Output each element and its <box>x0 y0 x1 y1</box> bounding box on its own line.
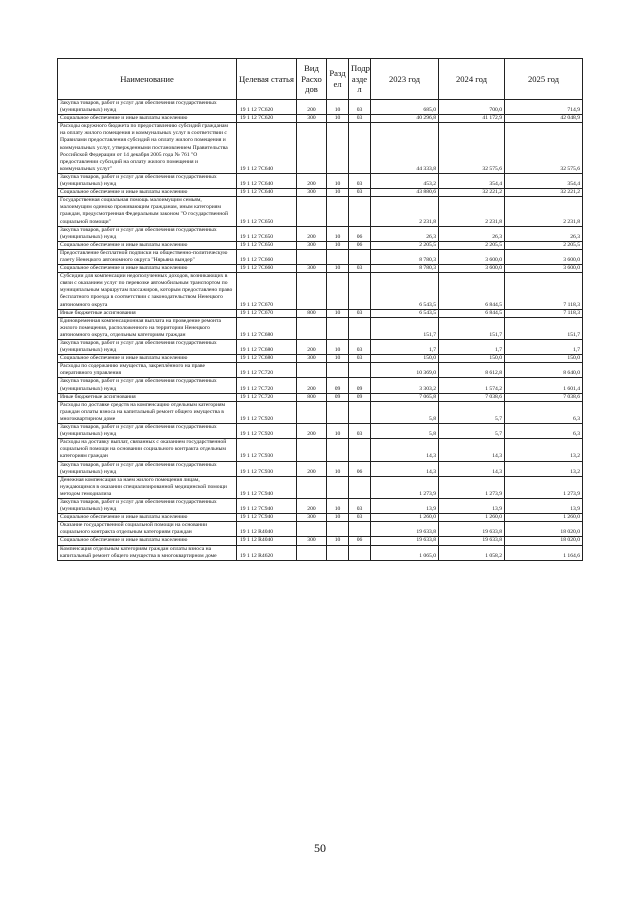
cell-year-2024: 2 205,5 <box>439 241 505 249</box>
cell-year-2024: 150,0 <box>439 355 505 363</box>
cell-name: Компенсация отдельным категориям граждан оплаты взноса на капитальный ремонт общего имущества в многоквартирном доме <box>58 545 237 560</box>
cell-year-2025: 714,9 <box>505 100 583 115</box>
cell-section: 10 <box>327 340 349 355</box>
cell-year-2025: 7 118,3 <box>505 273 583 309</box>
cell-year-2025: 1 601,4 <box>505 378 583 393</box>
cell-section: 10 <box>327 309 349 317</box>
cell-year-2024: 700,0 <box>439 100 505 115</box>
cell-year-2025: 18 020,0 <box>505 537 583 545</box>
cell-target-article: 19 1 12 7С640 <box>237 173 297 188</box>
cell-year-2025: 32 575,6 <box>505 123 583 174</box>
table-row <box>58 173 583 188</box>
cell-year-2023: 44 333,8 <box>371 123 439 174</box>
cell-year-2024: 14,3 <box>439 439 505 461</box>
cell-year-2024: 1 058,2 <box>439 545 505 560</box>
cell-expense-kind <box>297 197 327 226</box>
cell-year-2024: 3 600,0 <box>439 249 505 264</box>
cell-year-2023: 19 633,8 <box>371 522 439 537</box>
cell-expense-kind <box>297 123 327 174</box>
cell-year-2025: 1,7 <box>505 340 583 355</box>
cell-target-article: 19 1 12 7С920 <box>237 401 297 423</box>
cell-target-article: 19 1 12 7С670 <box>237 273 297 309</box>
cell-expense-kind: 300 <box>297 189 327 197</box>
cell-expense-kind <box>297 363 327 378</box>
cell-year-2023: 6 543,5 <box>371 309 439 317</box>
table-row <box>58 189 583 197</box>
cell-year-2025: 6,3 <box>505 401 583 423</box>
cell-year-2025: 1 273,9 <box>505 476 583 498</box>
cell-year-2024: 7 038,6 <box>439 393 505 401</box>
cell-expense-kind: 200 <box>297 498 327 513</box>
cell-section: 10 <box>327 115 349 123</box>
table-row <box>58 514 583 522</box>
cell-target-article: 19 1 12 7С660 <box>237 249 297 264</box>
cell-name: Социальное обеспечение и иные выплаты населению <box>58 514 237 522</box>
cell-section <box>327 476 349 498</box>
cell-subsection: 03 <box>349 340 371 355</box>
cell-year-2024: 19 633,8 <box>439 537 505 545</box>
cell-subsection <box>349 363 371 378</box>
cell-year-2024: 1,7 <box>439 340 505 355</box>
cell-name: Расходы по содержанию имущества, закреплённого на праве оперативного управления <box>58 363 237 378</box>
cell-year-2024: 354,4 <box>439 173 505 188</box>
cell-expense-kind: 300 <box>297 115 327 123</box>
cell-expense-kind: 200 <box>297 461 327 476</box>
cell-expense-kind: 300 <box>297 241 327 249</box>
cell-year-2025: 32 221,2 <box>505 189 583 197</box>
cell-year-2023: 5,8 <box>371 424 439 439</box>
cell-target-article: 19 1 12 7С930 <box>237 439 297 461</box>
cell-section <box>327 522 349 537</box>
cell-year-2024: 5,7 <box>439 424 505 439</box>
cell-target-article: 19 1 12 7С650 <box>237 241 297 249</box>
table-row <box>58 498 583 513</box>
cell-year-2025: 3 600,0 <box>505 265 583 273</box>
cell-section: 10 <box>327 173 349 188</box>
cell-year-2023: 2 205,5 <box>371 241 439 249</box>
cell-year-2023: 8 780,3 <box>371 265 439 273</box>
cell-target-article: 19 1 12 7С720 <box>237 393 297 401</box>
cell-year-2023: 40 296,8 <box>371 115 439 123</box>
cell-subsection: 03 <box>349 309 371 317</box>
cell-year-2024: 1 273,9 <box>439 476 505 498</box>
cell-name: Закупка товаров, работ и услуг для обеспечения государственных (муниципальных) нужд <box>58 498 237 513</box>
table-row <box>58 401 583 423</box>
table-row <box>58 317 583 339</box>
cell-name: Субсидии для компенсации недополученных доходов, возникающих в связи с оказанием услуг по перевозке автомобильным транспортом по муниципальным маршрутам пассажиров, которым предоставлено право бесплатного проезда в соответствии с законодательством Ненецкого автономного округа <box>58 273 237 309</box>
cell-year-2023: 150,0 <box>371 355 439 363</box>
cell-year-2025: 7 038,6 <box>505 393 583 401</box>
cell-target-article: 19 1 12 R4040 <box>237 522 297 537</box>
cell-name: Оказание государственной социальной помощи на основании социального контракта отдельным категориям граждан <box>58 522 237 537</box>
cell-name: Закупка товаров, работ и услуг для обеспечения государственных (муниципальных) нужд <box>58 378 237 393</box>
cell-subsection: 06 <box>349 241 371 249</box>
cell-name: Государственная социальная помощь малоимущим семьям, малоимущим одиноко проживающим гражданам, иным категориям граждан, предусмотренная Федеральным законом "О государственной социальной помощи" <box>58 197 237 226</box>
cell-year-2023: 26,3 <box>371 226 439 241</box>
cell-section <box>327 317 349 339</box>
cell-target-article: 19 1 12 7С680 <box>237 340 297 355</box>
cell-name: Закупка товаров, работ и услуг для обеспечения государственных (муниципальных) нужд <box>58 424 237 439</box>
cell-expense-kind: 200 <box>297 100 327 115</box>
cell-name: Социальное обеспечение и иные выплаты населению <box>58 189 237 197</box>
cell-section: 09 <box>327 393 349 401</box>
page-number: 50 <box>314 841 326 855</box>
cell-year-2024: 6 844,5 <box>439 309 505 317</box>
table-row <box>58 123 583 174</box>
cell-year-2025: 13,2 <box>505 439 583 461</box>
cell-year-2025: 1 164,6 <box>505 545 583 560</box>
cell-year-2024: 41 172,9 <box>439 115 505 123</box>
cell-year-2023: 14,3 <box>371 461 439 476</box>
cell-year-2023: 1,7 <box>371 340 439 355</box>
cell-year-2023: 1 273,9 <box>371 476 439 498</box>
header-year-2023: 2023 год <box>371 59 439 100</box>
cell-year-2023: 14,3 <box>371 439 439 461</box>
cell-subsection: 03 <box>349 265 371 273</box>
cell-section: 10 <box>327 424 349 439</box>
cell-year-2023: 5,8 <box>371 401 439 423</box>
cell-year-2025: 151,7 <box>505 317 583 339</box>
cell-year-2023: 8 780,3 <box>371 249 439 264</box>
cell-year-2024: 3 600,0 <box>439 265 505 273</box>
table-row <box>58 378 583 393</box>
cell-year-2025: 13,9 <box>505 498 583 513</box>
cell-subsection: 09 <box>349 378 371 393</box>
cell-section: 10 <box>327 100 349 115</box>
cell-target-article: 19 1 12 7С650 <box>237 197 297 226</box>
cell-target-article: 19 1 12 7С680 <box>237 317 297 339</box>
cell-section: 09 <box>327 378 349 393</box>
cell-name: Закупка товаров, работ и услуг для обеспечения государственных (муниципальных) нужд <box>58 340 237 355</box>
cell-expense-kind <box>297 522 327 537</box>
cell-year-2025: 7 118,3 <box>505 309 583 317</box>
table-row <box>58 461 583 476</box>
cell-year-2025: 6,3 <box>505 424 583 439</box>
cell-expense-kind <box>297 249 327 264</box>
cell-year-2024: 32 221,2 <box>439 189 505 197</box>
cell-expense-kind: 300 <box>297 514 327 522</box>
cell-subsection <box>349 545 371 560</box>
cell-year-2024: 6 844,5 <box>439 273 505 309</box>
table-row <box>58 545 583 560</box>
cell-year-2024: 19 633,8 <box>439 522 505 537</box>
cell-year-2025: 2 231,8 <box>505 197 583 226</box>
header-row <box>58 59 583 100</box>
table-row <box>58 265 583 273</box>
cell-name: Иные бюджетные ассигнования <box>58 309 237 317</box>
cell-year-2024: 1 260,0 <box>439 514 505 522</box>
cell-subsection: 03 <box>349 100 371 115</box>
table-row <box>58 249 583 264</box>
cell-target-article: 19 1 12 7С670 <box>237 309 297 317</box>
cell-expense-kind: 800 <box>297 393 327 401</box>
cell-subsection: 03 <box>349 173 371 188</box>
cell-year-2024: 2 231,8 <box>439 197 505 226</box>
cell-subsection: 06 <box>349 537 371 545</box>
table-row <box>58 241 583 249</box>
cell-year-2023: 685,0 <box>371 100 439 115</box>
cell-subsection <box>349 249 371 264</box>
cell-subsection <box>349 197 371 226</box>
cell-section: 10 <box>327 514 349 522</box>
cell-year-2025: 18 020,0 <box>505 522 583 537</box>
cell-year-2023: 7 065,8 <box>371 393 439 401</box>
cell-section: 10 <box>327 189 349 197</box>
cell-target-article: 19 1 12 R4620 <box>237 545 297 560</box>
cell-expense-kind: 200 <box>297 340 327 355</box>
cell-expense-kind <box>297 545 327 560</box>
cell-target-article: 19 1 12 7С660 <box>237 265 297 273</box>
cell-target-article: 19 1 12 7С940 <box>237 498 297 513</box>
cell-name: Единовременная компенсационная выплата на проведение ремонта жилого помещения, расположенного на территории Ненецкого автономного округа, отдельным категориям граждан <box>58 317 237 339</box>
cell-name: Расходы по доставке средств на компенсацию отдельным категориям граждан оплаты взноса на капитальный ремонт общего имущества в многоквартирном доме <box>58 401 237 423</box>
table-row <box>58 439 583 461</box>
cell-expense-kind: 200 <box>297 173 327 188</box>
cell-section: 10 <box>327 461 349 476</box>
cell-year-2024: 26,3 <box>439 226 505 241</box>
cell-year-2023: 3 303,2 <box>371 378 439 393</box>
cell-target-article: 19 1 12 R4040 <box>237 537 297 545</box>
cell-year-2023: 6 543,5 <box>371 273 439 309</box>
cell-year-2023: 1 065,0 <box>371 545 439 560</box>
table-row <box>58 115 583 123</box>
cell-year-2025: 354,4 <box>505 173 583 188</box>
cell-target-article: 19 1 12 7С620 <box>237 100 297 115</box>
header-section: Разд ел <box>327 59 349 100</box>
cell-name: Социальное обеспечение и иные выплаты населению <box>58 355 237 363</box>
cell-subsection <box>349 401 371 423</box>
cell-target-article: 19 1 12 7С640 <box>237 189 297 197</box>
cell-year-2023: 453,2 <box>371 173 439 188</box>
cell-section: 10 <box>327 537 349 545</box>
cell-year-2023: 13,9 <box>371 498 439 513</box>
table-row <box>58 393 583 401</box>
table-row <box>58 537 583 545</box>
cell-year-2024: 151,7 <box>439 317 505 339</box>
cell-target-article: 19 1 12 7С940 <box>237 514 297 522</box>
table-body <box>58 100 583 561</box>
cell-year-2025: 26,3 <box>505 226 583 241</box>
cell-target-article: 19 1 12 7С640 <box>237 123 297 174</box>
cell-year-2024: 14,3 <box>439 461 505 476</box>
cell-subsection <box>349 439 371 461</box>
cell-year-2024: 8 612,8 <box>439 363 505 378</box>
cell-expense-kind: 200 <box>297 226 327 241</box>
table-row <box>58 476 583 498</box>
cell-expense-kind <box>297 273 327 309</box>
cell-subsection <box>349 317 371 339</box>
cell-year-2025: 13,2 <box>505 461 583 476</box>
cell-target-article: 19 1 12 7С940 <box>237 476 297 498</box>
cell-section <box>327 363 349 378</box>
cell-year-2025: 42 048,9 <box>505 115 583 123</box>
cell-subsection <box>349 476 371 498</box>
cell-year-2023: 1 260,0 <box>371 514 439 522</box>
cell-subsection <box>349 123 371 174</box>
cell-section <box>327 197 349 226</box>
cell-year-2024: 32 575,6 <box>439 123 505 174</box>
cell-section: 10 <box>327 355 349 363</box>
cell-expense-kind: 300 <box>297 355 327 363</box>
cell-name: Закупка товаров, работ и услуг для обеспечения государственных (муниципальных) нужд <box>58 461 237 476</box>
budget-table <box>57 58 583 561</box>
header-subsection: Подр азде л <box>349 59 371 100</box>
cell-name: Социальное обеспечение и иные выплаты населению <box>58 537 237 545</box>
cell-subsection: 06 <box>349 461 371 476</box>
cell-name: Расходы на доставку выплат, связанных с оказанием государственной социальной помощи на основании социального контракта отдельным категориям граждан <box>58 439 237 461</box>
header-year-2025: 2025 год <box>505 59 583 100</box>
table-row <box>58 522 583 537</box>
cell-section <box>327 123 349 174</box>
cell-subsection: 03 <box>349 514 371 522</box>
cell-section <box>327 249 349 264</box>
cell-expense-kind: 200 <box>297 378 327 393</box>
cell-year-2025: 150,0 <box>505 355 583 363</box>
cell-name: Социальное обеспечение и иные выплаты населению <box>58 115 237 123</box>
cell-expense-kind <box>297 476 327 498</box>
cell-subsection: 03 <box>349 424 371 439</box>
header-target-article: Целевая статья <box>237 59 297 100</box>
table-row <box>58 309 583 317</box>
cell-expense-kind <box>297 317 327 339</box>
cell-section: 10 <box>327 226 349 241</box>
cell-name: Иные бюджетные ассигнования <box>58 393 237 401</box>
cell-target-article: 19 1 12 7С930 <box>237 461 297 476</box>
cell-name: Закупка товаров, работ и услуг для обеспечения государственных (муниципальных) нужд <box>58 173 237 188</box>
cell-section <box>327 401 349 423</box>
cell-year-2023: 10 369,0 <box>371 363 439 378</box>
table-row <box>58 424 583 439</box>
cell-section: 10 <box>327 498 349 513</box>
cell-target-article: 19 1 12 7С680 <box>237 355 297 363</box>
cell-expense-kind <box>297 439 327 461</box>
cell-name: Закупка товаров, работ и услуг для обеспечения государственных (муниципальных) нужд <box>58 100 237 115</box>
cell-name: Закупка товаров, работ и услуг для обеспечения государственных (муниципальных) нужд <box>58 226 237 241</box>
cell-expense-kind: 300 <box>297 265 327 273</box>
cell-target-article: 19 1 12 7С650 <box>237 226 297 241</box>
cell-section: 10 <box>327 241 349 249</box>
table-row <box>58 355 583 363</box>
cell-expense-kind: 200 <box>297 424 327 439</box>
cell-subsection: 03 <box>349 498 371 513</box>
cell-target-article: 19 1 12 7С720 <box>237 363 297 378</box>
header-year-2024: 2024 год <box>439 59 505 100</box>
cell-year-2023: 43 880,6 <box>371 189 439 197</box>
cell-subsection <box>349 273 371 309</box>
cell-expense-kind <box>297 401 327 423</box>
cell-subsection: 09 <box>349 393 371 401</box>
cell-subsection: 03 <box>349 355 371 363</box>
cell-target-article: 19 1 12 7С920 <box>237 424 297 439</box>
cell-target-article: 19 1 12 7С620 <box>237 115 297 123</box>
cell-name: Социальное обеспечение и иные выплаты населению <box>58 241 237 249</box>
cell-subsection <box>349 522 371 537</box>
cell-section <box>327 545 349 560</box>
cell-year-2023: 2 231,8 <box>371 197 439 226</box>
cell-section: 10 <box>327 265 349 273</box>
cell-year-2025: 1 260,0 <box>505 514 583 522</box>
cell-year-2025: 8 640,0 <box>505 363 583 378</box>
cell-name: Денежная компенсация за наем жилого помещения лицам, нуждающимся в оказании специализированной медицинской помощи методом гемодиализа <box>58 476 237 498</box>
cell-subsection: 06 <box>349 226 371 241</box>
cell-year-2025: 3 600,0 <box>505 249 583 264</box>
cell-year-2024: 5,7 <box>439 401 505 423</box>
cell-name: Социальное обеспечение и иные выплаты населению <box>58 265 237 273</box>
cell-name: Предоставление бесплатной подписки на общественно-политическую газету Ненецкого автономного округа "Нярьяна вындер" <box>58 249 237 264</box>
cell-target-article: 19 1 12 7С720 <box>237 378 297 393</box>
cell-year-2025: 2 205,5 <box>505 241 583 249</box>
table-header <box>58 59 583 100</box>
table-row <box>58 226 583 241</box>
table-row <box>58 273 583 309</box>
cell-section <box>327 439 349 461</box>
cell-year-2023: 19 633,8 <box>371 537 439 545</box>
cell-year-2024: 13,9 <box>439 498 505 513</box>
table-row <box>58 340 583 355</box>
header-name: Наименование <box>58 59 237 100</box>
cell-subsection: 03 <box>349 189 371 197</box>
table-row <box>58 100 583 115</box>
cell-section <box>327 273 349 309</box>
table-row <box>58 363 583 378</box>
table-row <box>58 197 583 226</box>
cell-year-2023: 151,7 <box>371 317 439 339</box>
cell-name: Расходы окружного бюджета по предоставлению субсидий гражданам на оплату жилого помещения и коммунальных услуг в соответствии с Правилами предоставления субсидий на оплату жилого помещения и коммунальных услуг, утвержденными постановлением Правительства Российской Федерации от 14 декабря 2005 года № 761 "О предоставлении субсидий на оплату жилого помещения и коммунальных услуг" <box>58 123 237 174</box>
header-expense-kind: Вид Расхо дов <box>297 59 327 100</box>
cell-expense-kind: 300 <box>297 537 327 545</box>
cell-subsection: 03 <box>349 115 371 123</box>
cell-expense-kind: 800 <box>297 309 327 317</box>
cell-year-2024: 1 574,2 <box>439 378 505 393</box>
